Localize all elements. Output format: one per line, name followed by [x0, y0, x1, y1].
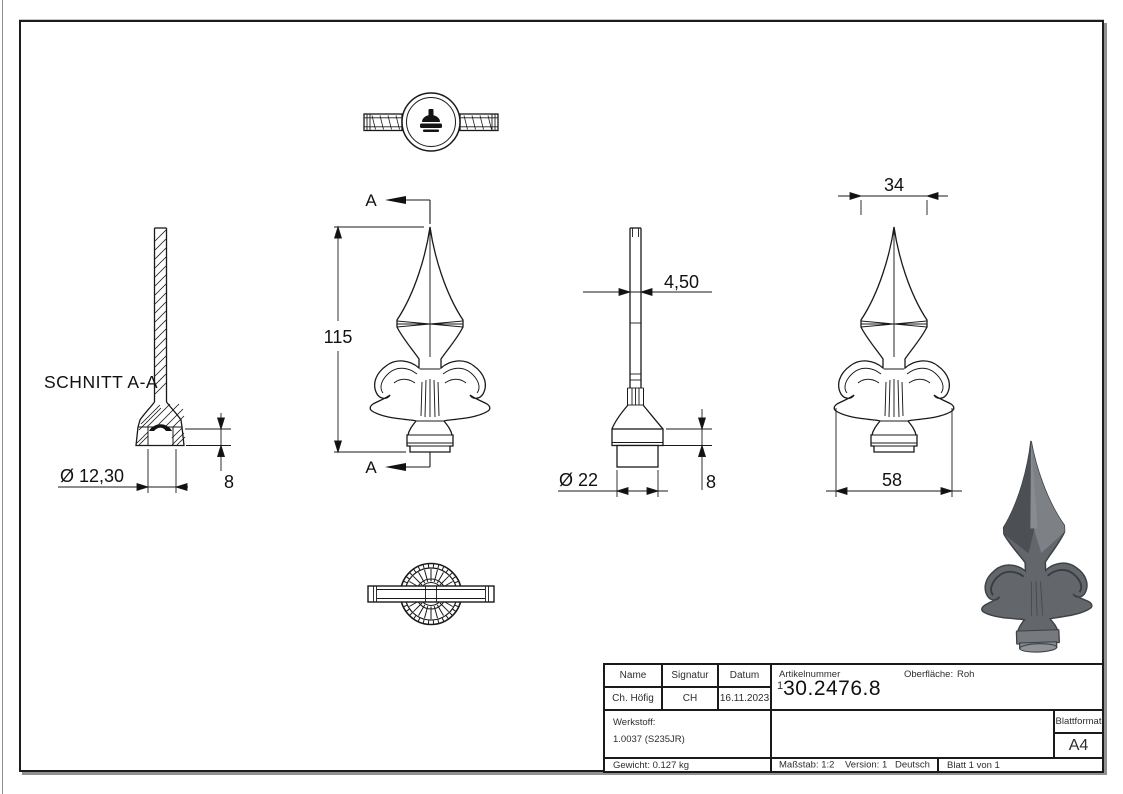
svg-text:A: A — [365, 458, 377, 477]
svg-text:8: 8 — [224, 472, 235, 492]
name-header-cell: Name — [619, 670, 647, 681]
language-value: Deutsch — [895, 759, 930, 771]
svg-text:34: 34 — [883, 175, 905, 195]
article-number — [777, 677, 881, 701]
dim-side-diameter — [558, 470, 668, 497]
section-label: SCHNITT A-A — [44, 372, 159, 392]
date-value-cell: 16.11.2023 — [719, 693, 770, 704]
article-label: Artikelnummer — [779, 669, 841, 680]
surface-label: Oberfläche: — [904, 669, 954, 680]
name-value-cell: Ch. Höfig — [612, 693, 654, 704]
scale-cell — [772, 759, 937, 771]
dim-section-base-height — [185, 413, 234, 492]
signature-header-cell: Signatur — [671, 670, 709, 681]
signature-value-cell: CH — [682, 693, 698, 704]
front-view — [324, 191, 490, 477]
svg-text:4,50: 4,50 — [664, 272, 700, 292]
scale-value: Maßstab: 1:2 — [779, 759, 835, 771]
material-cell — [605, 711, 770, 757]
dim-side-thickness — [583, 272, 712, 295]
top-view — [364, 93, 498, 151]
render-3d — [976, 439, 1093, 654]
section-view — [44, 228, 234, 493]
dim-side-base-height — [661, 409, 716, 492]
svg-text:A: A — [365, 191, 377, 210]
bottom-view — [368, 564, 494, 625]
version-value: Version: 1 — [845, 759, 888, 771]
svg-text:58: 58 — [881, 470, 903, 490]
svg-text:Ø 12,30: Ø 12,30 — [60, 466, 125, 486]
format-value-cell: A4 — [1068, 736, 1089, 754]
back-view — [826, 175, 962, 497]
sheet-cell: Blatt 1 von 1 — [947, 759, 1000, 771]
title-block — [603, 663, 1104, 773]
svg-text:Ø 22: Ø 22 — [559, 470, 599, 490]
article-number-prefix: 1 — [777, 680, 784, 692]
section-weld-detail — [149, 424, 172, 431]
date-header-cell: Datum — [729, 670, 760, 681]
material-value: 1.0037 (S235JR) — [613, 734, 685, 745]
weight-cell: Gewicht: 0.127 kg — [613, 759, 690, 771]
article-number-main: 30.2476.8 — [783, 677, 882, 700]
surface-value: Roh — [957, 669, 975, 680]
article-cell — [772, 665, 1053, 709]
material-label: Werkstoff: — [613, 717, 656, 728]
dim-back-head-width — [838, 175, 948, 215]
format-header-cell: Blattformat — [1055, 716, 1102, 727]
svg-text:115: 115 — [323, 327, 353, 347]
svg-text:8: 8 — [706, 472, 717, 492]
dim-section-diameter — [58, 449, 188, 493]
side-view — [558, 228, 716, 497]
